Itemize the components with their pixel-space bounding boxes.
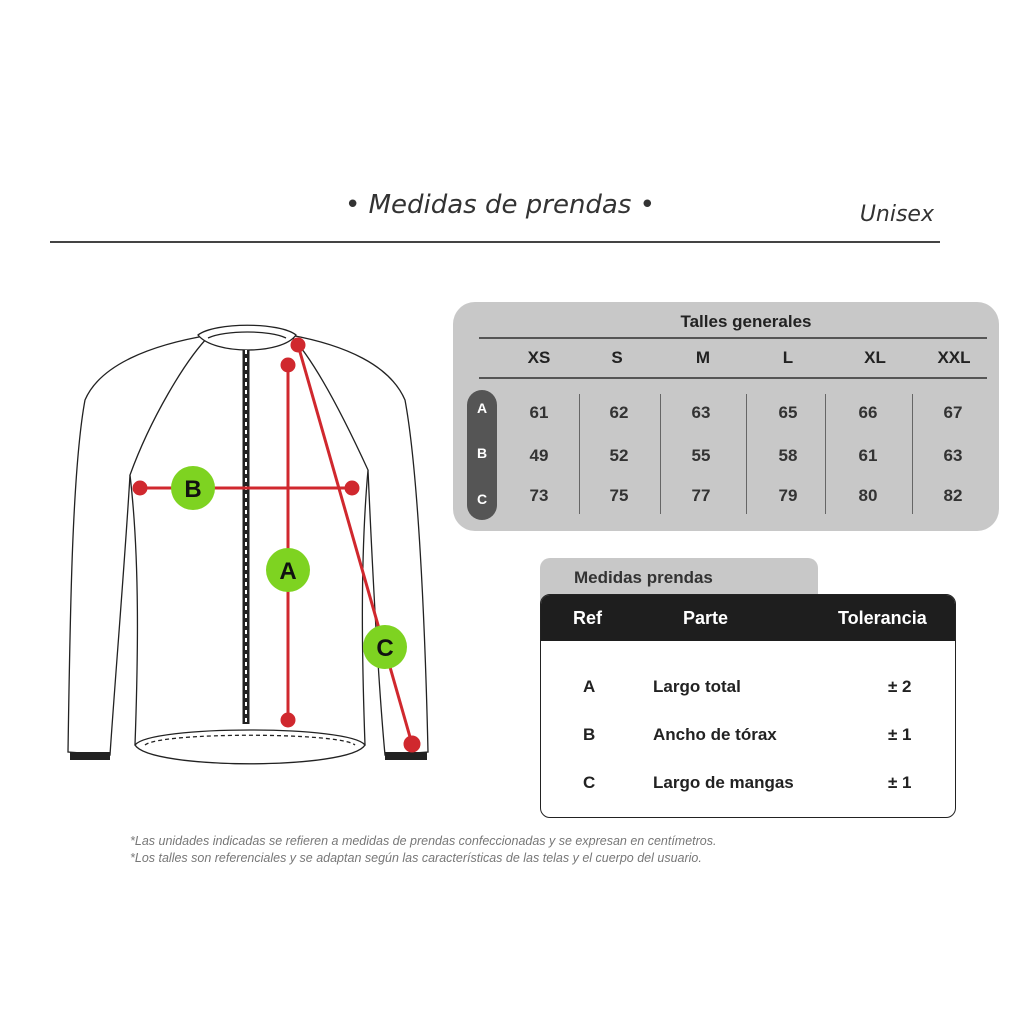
table-cell: 52	[609, 446, 629, 465]
table-cell: 82	[943, 486, 963, 505]
gender-label: Unisex	[859, 202, 934, 227]
right-cuff	[385, 752, 427, 760]
row-part: Largo de mangas	[653, 773, 794, 792]
row-tolerance: ± 1	[888, 725, 912, 744]
row-part: Largo total	[653, 677, 741, 696]
table-row	[541, 773, 955, 803]
row-tolerance: ± 1	[888, 773, 912, 792]
size-header: L	[782, 348, 794, 367]
table-cell: 62	[609, 403, 629, 422]
header-ref: Ref	[573, 608, 603, 628]
footnote: *Las unidades indicadas se refieren a medidas de prendas confeccionadas y se expresan en centímetros.	[130, 834, 717, 848]
size-header: XXL	[937, 348, 971, 367]
table-cell: 66	[858, 403, 878, 422]
label-b: B	[184, 476, 202, 503]
label-a: A	[279, 558, 297, 585]
footnote: *Los talles son referenciales y se adaptan según las características de las telas y el cuerpo del usuario.	[130, 851, 702, 865]
divider	[479, 337, 987, 339]
size-header: XS	[527, 348, 551, 367]
table-cell: 63	[691, 403, 711, 422]
table-cell: 73	[529, 486, 549, 505]
left-cuff	[70, 752, 110, 760]
header-tolerance: Tolerancia	[838, 608, 927, 628]
divider	[479, 377, 987, 379]
table-cell: 80	[858, 486, 878, 505]
row-ref: C	[583, 773, 596, 792]
table-cell: 55	[691, 446, 711, 465]
size-header: XL	[864, 348, 886, 367]
row-ref: A	[476, 400, 488, 416]
row-tolerance: ± 2	[888, 677, 912, 696]
size-table	[453, 302, 999, 531]
table-row	[541, 725, 955, 755]
table-cell: 65	[778, 403, 798, 422]
label-c: C	[376, 635, 394, 662]
measures-tab-label: Medidas prendas	[574, 568, 713, 587]
table-cell: 49	[529, 446, 549, 465]
table-cell: 61	[858, 446, 878, 465]
row-ref: C	[476, 491, 488, 507]
row-ref: B	[476, 445, 488, 461]
table-cell: 79	[778, 486, 798, 505]
table-cell: 67	[943, 403, 963, 422]
size-header: S	[611, 348, 623, 367]
jersey-diagram	[55, 320, 450, 790]
table-cell: 77	[691, 486, 711, 505]
table-cell: 63	[943, 446, 963, 465]
size-table-title: Talles generales	[680, 312, 812, 331]
header-part: Parte	[683, 608, 729, 628]
table-cell: 61	[529, 403, 549, 422]
table-row	[541, 677, 955, 707]
row-ref: B	[583, 725, 596, 744]
size-header: M	[695, 348, 711, 367]
measures-table	[540, 594, 956, 818]
page-title: • Medidas de prendas •	[344, 190, 656, 220]
table-cell: 75	[609, 486, 629, 505]
measures-header	[541, 595, 955, 641]
row-ref: A	[583, 677, 596, 696]
table-cell: 58	[778, 446, 798, 465]
row-part: Ancho de tórax	[653, 725, 777, 744]
header-divider	[50, 241, 940, 243]
